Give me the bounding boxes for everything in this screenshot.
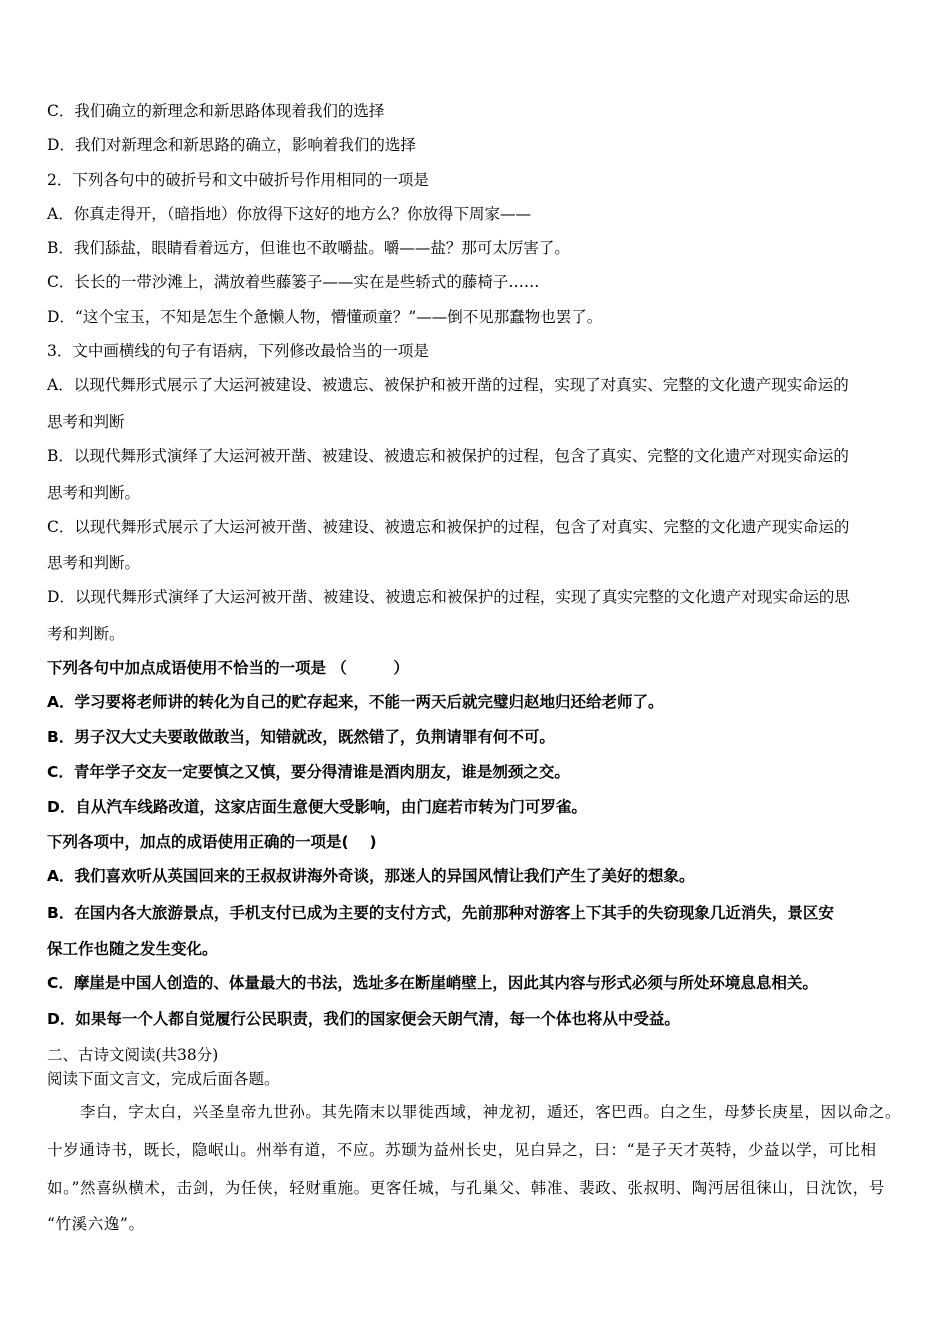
q3-option-b: B．以现代舞形式演绎了大运河被开凿、被建设、被遗忘和被保护的过程，包含了真实、完整的文化遗产对现实命运的 [47, 447, 849, 465]
classical-text-line-2: 十岁通诗书，既长，隐岷山。州举有道，不应。苏颋为益州长史，见白异之，曰：“是子天才英特，少益以学，可比相 [47, 1141, 877, 1159]
q2-option-c: C．长长的一带沙滩上，满放着些藤篓子——实在是些轿式的藤椅子…… [47, 273, 540, 291]
q3-option-c-cont: 思考和判断。 [47, 554, 141, 572]
question-2-stem: 2．下列各句中的破折号和文中破折号作用相同的一项是 [47, 171, 429, 189]
section-heading: 二、古诗文阅读(共38分) [47, 1046, 219, 1064]
q2-option-b: B．我们舔盐，眼睛看着远方，但谁也不敢嚼盐。嚼——盐？那可太厉害了。 [47, 239, 570, 257]
classical-text-line-4: “竹溪六逸”。 [47, 1215, 145, 1233]
q3-option-a-cont: 思考和判断 [47, 413, 125, 431]
idiom-q1-option-b: B．男子汉大丈夫要敢做敢当，知错就改，既然错了，负荆请罪有何不可。 [47, 728, 555, 746]
idiom-q1-option-d: D．自从汽车线路改道，这家店面生意便大受影响，由门庭若市转为门可罗雀。 [47, 798, 587, 816]
option-d-line: D．我们对新理念和新思路的确立，影响着我们的选择 [47, 136, 416, 154]
idiom-q1-option-c: C．青年学子交友一定要慎之又慎，要分得清谁是酒肉朋友，谁是刎颈之交。 [47, 763, 570, 781]
idiom-question-2-stem: 下列各项中，加点的成语使用正确的一项是( ) [47, 833, 377, 851]
idiom-question-1-stem: 下列各句中加点成语使用不恰当的一项是 （ ） [47, 659, 409, 677]
idiom-q2-option-a: A．我们喜欢听从英国回来的王叔叔讲海外奇谈，那迷人的异国风情让我们产生了美好的想象。 [47, 867, 695, 885]
idiom-q2-option-b-cont: 保工作也随之发生变化。 [47, 940, 218, 958]
classical-text-line-1: 李白，字太白，兴圣皇帝九世孙。其先隋末以罪徙西域，神龙初，遁还，客巴西。白之生，母梦长庚星，因以命之。 [80, 1103, 902, 1121]
reading-instruction: 阅读下面文言文，完成后面各题。 [47, 1070, 280, 1088]
option-c-line: C．我们确立的新理念和新思路体现着我们的选择 [47, 102, 385, 120]
idiom-q2-option-c: C．摩崖是中国人创造的、体量最大的书法，选址多在断崖峭壁上，因此其内容与形式必须与所处环境息息相关。 [47, 974, 818, 992]
q3-option-d: D．以现代舞形式演绎了大运河被开凿、被建设、被遗忘和被保护的过程，实现了真实完整的文化遗产对现实命运的思 [47, 588, 850, 606]
q3-option-d-cont: 考和判断。 [47, 625, 125, 643]
q3-option-c: C．以现代舞形式展示了大运河被开凿、被建设、被遗忘和被保护的过程，包含了对真实、完整的文化遗产现实命运的 [47, 518, 850, 536]
question-3-stem: 3．文中画横线的句子有语病，下列修改最恰当的一项是 [47, 342, 429, 360]
q3-option-a: A．以现代舞形式展示了大运河被建设、被遗忘、被保护和被开凿的过程，实现了对真实、完整的文化遗产现实命运的 [47, 376, 849, 394]
classical-text-line-3: 如。”然喜纵横术，击剑，为任侠，轻财重施。更客任城，与孔巢父、韩准、裴政、张叔明、陶沔居徂徕山，日沈饮，号 [47, 1179, 885, 1197]
q2-option-a: A．你真走得开，（暗指地）你放得下这好的地方么？你放得下周家—— [47, 205, 531, 223]
q3-option-b-cont: 思考和判断。 [47, 484, 141, 502]
idiom-q2-option-b: B．在国内各大旅游景点，手机支付已成为主要的支付方式，先前那种对游客上下其手的失窃现象几近消失，景区安 [47, 904, 834, 922]
idiom-q1-option-a: A．学习要将老师讲的转化为自己的贮存起来，不能一两天后就完璧归赵地归还给老师了。 [47, 693, 664, 711]
q2-option-d: D．“这个宝玉，不知是怎生个惫懒人物，懵懂顽童？”——倒不见那蠢物也罢了。 [47, 308, 603, 326]
idiom-q2-option-d: D．如果每一个人都自觉履行公民职责，我们的国家便会天朗气清，每一个体也将从中受益。 [47, 1010, 680, 1028]
